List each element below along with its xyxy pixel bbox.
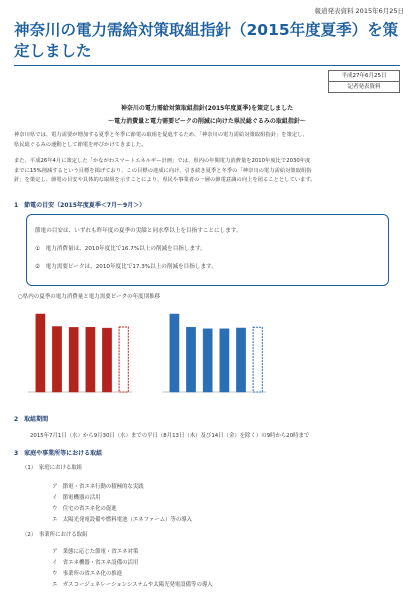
para2-line1: また、平成26年4月に策定した「かながわスマートエネルギー計画」では、県内の年間電力消費量を2010年度比で2030年度: [14, 158, 311, 164]
para2-line3: 針」を策定し、節電の目安や具体的な取組を示すことにより、県民や事業者の一層の節電意識の向上を図ることとしています。: [14, 177, 316, 183]
section-2-heading: 2 取組期間: [14, 416, 49, 423]
chart2-bar-4: [236, 328, 245, 392]
subtitle-tagline: ～電力消費量と電力需要ピークの削減に向けた県民総ぐるみの取組指針～: [108, 118, 306, 125]
chart1-bar-1: [52, 327, 61, 393]
business-heading: （2） 事業所における取組: [22, 532, 88, 538]
section-1-heading: 1 節電の目安（2015年度夏季＜7月～9月＞）: [14, 202, 146, 209]
para1-line2: 県民総ぐるみの運動として節電を呼びかけてきました。: [14, 141, 147, 148]
list-item: ア 業態に応じた節電・省エネ対策: [52, 549, 139, 555]
target-consumption: ① 電力消費量は、2010年度比で16.7%以上の削減を目指します。: [35, 246, 206, 252]
list-item: エ 太陽光発電設備や燃料電池（エネファーム）等の導入: [52, 517, 193, 523]
home-list: [52, 482, 192, 526]
list-item: イ 省エネ機器・省エネ設備の活用: [52, 560, 139, 566]
chart1-bar-5: [119, 327, 128, 392]
subtitle: 神奈川の電力需給対策取組指針(2015年度夏季)を策定しました: [120, 105, 294, 112]
plan-paragraph: [14, 157, 400, 186]
list-item: エ ガスコージェネレーションシステムや太陽光発電設備等の導入: [52, 582, 213, 588]
period-text: 2015年7月1日（水）から9月30日（水）までの平日（8月13日（木）及び14日（金）を除く）の9時から20時まで: [30, 433, 310, 439]
release-date-label: 報道発表資料 2015年6月25日: [314, 7, 404, 15]
consumption-chart: [18, 302, 138, 404]
para2-line2: までに15%削減するという目標を掲げており、この目標の達成に向け、引き続き夏季と冬季の「神奈川の電力需給対策取組指: [14, 167, 312, 174]
section-3-heading: 3 家庭や事業所等における取組: [14, 450, 103, 457]
target-intro: 節電の目安は、いずれも昨年度の夏季の実績と同水準以上を目指すことにします。: [35, 228, 242, 234]
meta-date: 平成27年6月25日: [329, 71, 399, 82]
target-peak: ② 電力需要ピークは、2010年度比で17.3%以上の削減を目指します。: [35, 264, 217, 270]
chart2-bar-5: [253, 327, 262, 392]
chart1-bar-4: [102, 328, 111, 392]
target-box: [26, 214, 389, 286]
chart2-bar-1: [186, 327, 195, 392]
chart1-bar-0: [36, 314, 45, 392]
peak-chart: [152, 302, 272, 404]
chart2-bar-3: [220, 329, 229, 392]
chart2-bar-2: [203, 329, 212, 392]
page-title: 神奈川の電力需給対策取組指針（2015年度夏季）を策定しました: [14, 21, 399, 60]
chart1-bar-2: [69, 327, 78, 392]
business-list: [52, 547, 213, 591]
chart-caption: ○県内の夏季の電力消費量と電力需要ピークの年度別推移: [18, 294, 161, 300]
chart1-bar-3: [86, 327, 95, 392]
list-item: ウ 事業所の省エネ化の推進: [52, 571, 123, 577]
para1-line1: 神奈川県では、電力需要が増加する夏季と冬季に節電の取組を促進するため、「神奈川の電力需給対策取組指針」を策定し、: [14, 132, 308, 138]
list-item: ア 節電・省エネ行動の積極的な実践: [52, 484, 144, 490]
chart2-bar-0: [170, 314, 179, 392]
meta-type: 記者発表資料: [347, 84, 381, 90]
intro-paragraph: [14, 131, 400, 150]
list-item: イ 節電機器の活用: [52, 495, 101, 501]
home-heading: （1） 家庭における取組: [22, 465, 83, 471]
list-item: ウ 住宅の省エネ化の促進: [52, 506, 117, 512]
meta-box: [328, 70, 400, 93]
title-divider: [14, 65, 400, 66]
